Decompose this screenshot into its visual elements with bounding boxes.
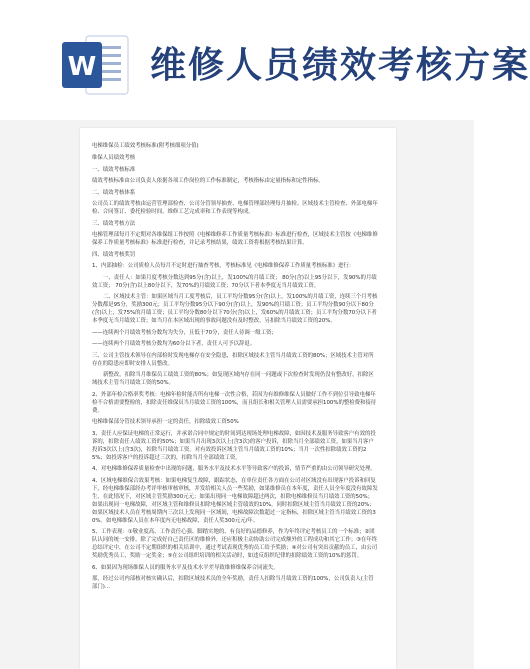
document-paragraph: ——连续两个月绩效考核分数均为失分，且低于70分，责任人待调一级工资；: [92, 329, 277, 336]
document-paragraph: 绩效考核标准由公司负责人依据各项工作岗位的工作标准制定，考核指标由定量指标和定性指标。: [92, 178, 324, 184]
word-document-icon: [60, 34, 130, 96]
header: [0, 0, 530, 120]
page-title: 维修人员绩效考核方案: [150, 45, 530, 86]
document-page: [80, 128, 396, 669]
document-paragraph: 6、如果因为现场维保人员的服务水平及技术水平差导致维修维保养合同流失。: [92, 564, 279, 571]
document-paragraph: 2、外部年检合格率奖考核：电梯年检时能否所有电梯一次性合格，若因为有维修维保人员做好工作不到位引导致电梯年检不合格需要整检的，扣除责任维保员当月绩效工资的100%，而且组长和相关管理人员需要承担100%的整检费和接待费。: [92, 391, 377, 414]
document-paragraph: 那，经过公司内部核对核实确认后，扣除区域技术员的全年奖励，责任人扣除当月绩效工资的100%，公司负责人(主管部门)...: [92, 576, 374, 590]
document-body: [92, 138, 378, 595]
document-paragraph: 1、内部抽检：公司质检人员每月不定时进行抽查考核，考核标准见《电梯维修保养工作质量考核标准》进行：: [92, 263, 355, 269]
document-paragraph: 4、对电梯维修保养质量检查中出现的问题，服务水平及技术水平等导致客户的投诉，情节严重的由公司领导研究处理。: [92, 466, 376, 472]
document-paragraph: 电梯管理部每月不定期对各维保组工作按照《电梯维修养工作质量考核标准》标准进行检查，区域技术主管按《电梯维修保养工作质量考核标准》标准进行检查，并记录考核结果，绩效工资将根据考核结果计算。: [92, 232, 378, 246]
document-paragraph: 公司员工的绩效考核由运营管理部检查、公司分管领导抽查、电梯管理部经理每月抽检、区域技术主管检查、外部电梯年检、合同签订、委托检验时间、维修工艺完成率和工作表现等构成。: [92, 201, 378, 215]
document-paragraph: 新整改，扣除当月维保员工绩效工资的80%；如复现区域内存在同一问题或下次检查时发现仍没有整改好，扣除区域技术主管当月绩效工资的50%。: [92, 372, 374, 386]
document-paragraph: 5、工作表现：①敬业度高、工作责任心强、脚踏实地的、有良好的品德修养，作为年终评定考核员工的一个标准；②团队认同的统一安排，除了完成好自己责任区的维修外，还应积极主动协助公司完成额外的工程成功和其它工作；③在年终总结评定中，在公司不定期组织的相关培训中，通过考试表现优秀的员工给予奖励；④对公司有突出贡献的员工，由公司奖励优秀员工，奖励一定奖金；⑤在公司组织培训的相关活动时，如违反组织纪律的扣除绩效工资的10%的惩罚。: [92, 529, 378, 559]
document-paragraph: 一、责任人：如果月度考核分数达到95分(含)以上，发100%的月绩工资； 80分(含)以上95分以下，发90%的月绩效工资； 70分(含)以上80分以下，发70%的月绩效工资；70分以下者本季度无当月绩效工资。: [92, 274, 377, 289]
document-paragraph: 二、绩效考核体系: [92, 189, 136, 196]
document-paragraph: 三、公司主管技术领导在内部检时发现电梯存在安全隐患，扣除区域技术主管当月绩效工资的80%；区域技术主管对所存在的隐患应即时安排人员整改。: [92, 352, 374, 367]
document-paragraph: ——连续两个月绩效考核分数均为60分以下者，责任人可予以辞退。: [92, 341, 256, 347]
document-paragraph: 三、绩效考核方法: [92, 220, 136, 227]
document-paragraph: 电梯维保部分管技术领导承担一定的责任，扣除绩效工资50%: [92, 419, 239, 425]
document-paragraph: 二、区域技术主管：如果区域当月工度考核后，员工平均分数95分(含)以上，发100%的月绩工资，连续三个月考核分数都是95分，奖励300元；员工平均分数95分以下90分(含)以上，发90%的月绩工资；员工平均分数90分以下80分(含)以上，发75%的月绩工资；员工平均分数80分以下70分(含)以上，发60%的月绩效工资；员工平均分数70分以下者本季度无当月绩效工资；如当月在本区域出现的事故问题没有及时整改，另扣除当月绩效工资的20%。: [92, 294, 378, 324]
document-paragraph: 维保人员绩效考核: [92, 155, 136, 161]
document-paragraph: 4、区域电梯维保合效果考核：如果电梯复生故障，跟踪状态，在单位责任各方面在公司对区域没有出现客户投诉和回复下，经电梯维保部经办考评审核审核审核，并发给相关人员一些奖励，如果维修员在本年度，责任人员全年度没有故障发生，在此情况下，对区域主管奖励300元元；如果出现同一电梯故障超过两次，扣除电梯维修员当月绩效工资的50%；如果出现同一电梯故障，对区域主管和维修员扣除电梯区域主管绩效的10%，同时扣除区域主管当月绩效工资的20%；如果区域技术人员在考核周期内三次以上发现同一区域间，电梯故障次数超过一定指标，扣除区域主管当月绩效工资的30%。如电梯维保人员在本年度内无电梯故障，责任人奖300元元/年。: [92, 477, 378, 524]
document-paragraph: 四、绩效考核奖罚: [92, 251, 136, 258]
svg-text:W: W: [67, 52, 97, 82]
document-paragraph: 电梯维保员工绩效考核标准(附考核细项分值): [92, 143, 199, 149]
document-paragraph: 3、责任人应保证电梯的正常运行，并承诺合同中规定的时间到达现场处理电梯故障，如因技术及服务导致客户有效的投诉的，扣除责任人绩效工资的50%；如果当月出现3次以上(含3次)的客户投诉，扣除当月全部绩效工资，如果当月客户投诉3次以上(含3次)，扣除当月绩效工资。对有效投诉区域主管当月绩效工资的10%；当月一次性扣除绩效工资的25%；如投诉客户的投诉超过三次的，扣除当月全部绩效工资。: [92, 430, 376, 461]
document-paragraph: 一、绩效考核标准: [92, 166, 136, 173]
